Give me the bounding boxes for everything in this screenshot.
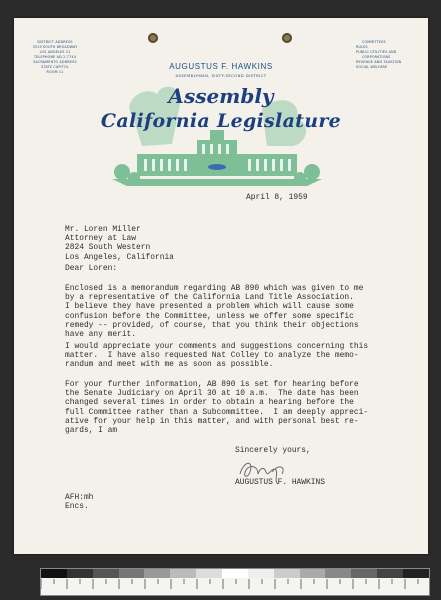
enclosures-note: Encs. [65, 502, 89, 512]
legislator-district: ASSEMBLYMAN, SIXTY-SECOND DISTRICT [175, 73, 267, 78]
committee-item: RULES [356, 45, 368, 49]
address-line: ROOM 11 [46, 70, 64, 74]
recipient-line: Mr. Loren Miller [65, 225, 141, 234]
recipient-line: Attorney at Law [65, 234, 137, 244]
letterhead-subtitle: California Legislature [100, 110, 342, 132]
address-line: SACRAMENTO ADDRESS [33, 60, 77, 64]
address-line: LOS ANGELES 11 [39, 50, 71, 54]
body-paragraph: Enclosed is a memorandum regarding AB 890 which was given to me by a representative of the California Land Title Association. I believe they have presented a problem which will cause some confusion before the Committee, unless we offer some specific remedy -- provided, of course, that you think their objections have any merit. [65, 284, 364, 340]
body-paragraph: For your further information, AB 890 is set for hearing before the Senate Judiciary on April 30 at 10 a.m. The date has been changed several times in order to obtain a hearing before the full Committee rather than a Subcommittee. I am deeply appreci- ative for your help in this matter, and with personal best re- gards, I am [65, 380, 369, 436]
committee-item: SOCIAL WELFARE [356, 65, 388, 69]
letter-page [14, 18, 428, 554]
committee-item: REVENUE AND TAXATION [356, 60, 402, 64]
punch-hole [148, 33, 158, 43]
reference-initials [65, 493, 93, 511]
letter-date: April 8, 1959 [246, 193, 308, 202]
recipient-address [65, 225, 174, 262]
signature-name: AUGUSTUS F. HAWKINS [235, 478, 325, 487]
salutation: Dear Loren: [65, 264, 118, 273]
committee-item: PUBLIC UTILITIES AND [356, 50, 397, 54]
address-line: 3519 SOUTH BROADWAY [32, 45, 78, 49]
ruler-ticks [41, 579, 429, 595]
closing: Sincerely yours, [235, 446, 311, 455]
typist-initials: AFH:mh [65, 493, 94, 502]
legislator-name: AUGUSTUS F. HAWKINS [169, 62, 273, 71]
recipient-line: Los Angeles, California [65, 252, 174, 262]
address-line: STATE CAPITOL [41, 65, 69, 69]
color-calibration-ruler [40, 568, 430, 596]
committee-item: CORPORATIONS [362, 55, 391, 59]
address-line: TELEPHONE AD 2-7744 [34, 55, 76, 59]
address-line: DISTRICT ADDRESS [37, 40, 73, 44]
committee-heading: COMMITTEES [362, 40, 386, 44]
letterhead-title: Assembly [168, 84, 274, 108]
body-paragraph: I would appreciate your comments and suggestions concerning this matter. I have also requested Nat Colley to analyze the memo- randum and meet with me as soon as possible. [65, 342, 369, 370]
grayscale-strip [41, 569, 429, 578]
punch-hole [282, 33, 292, 43]
recipient-line: 2824 South Western [65, 243, 151, 253]
